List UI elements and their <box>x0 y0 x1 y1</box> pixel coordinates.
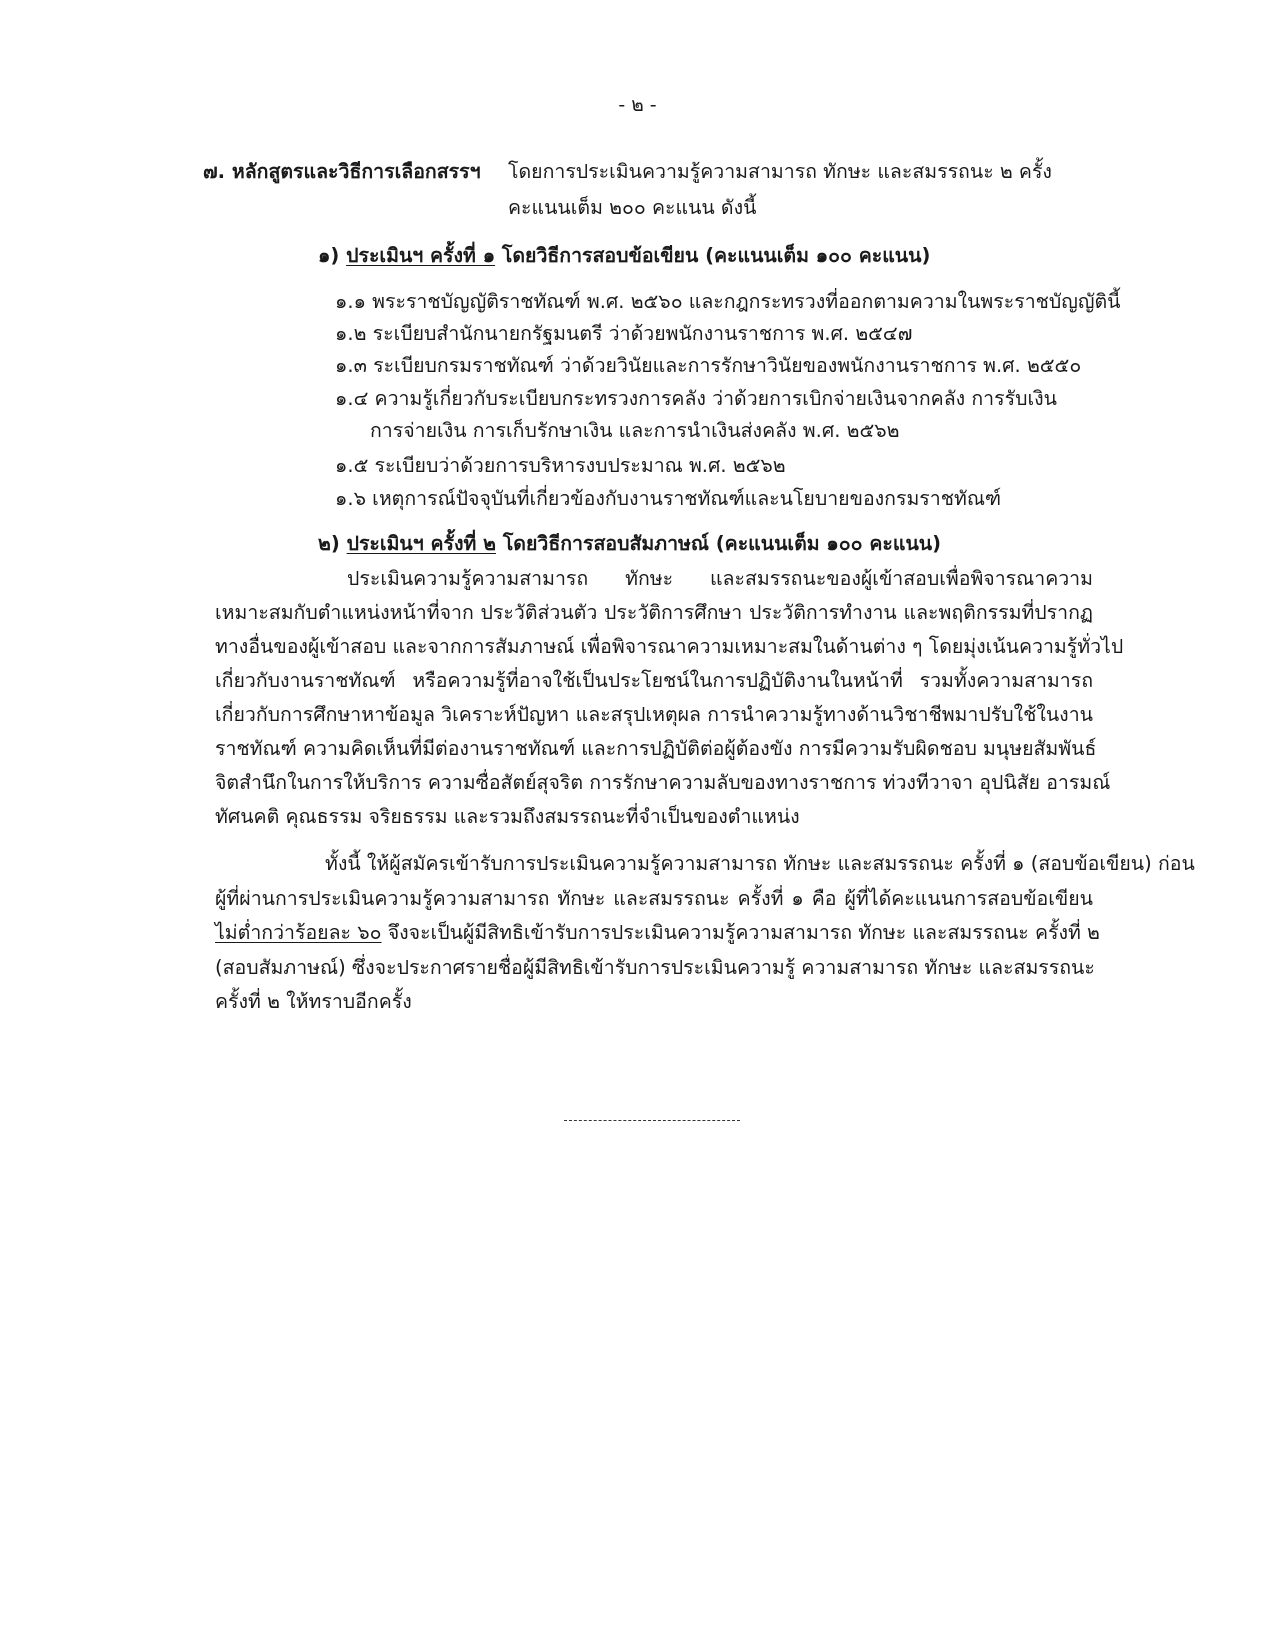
closing-line-5: ครั้งที่ ๒ ให้ทราบอีกครั้ง <box>215 990 412 1013</box>
round-2-para-line-4: เกี่ยวกับงานราชทัณฑ์ หรือความรู้ที่อาจใช้เป็นประโยชน์ในการปฏิบัติงานในหน้าที่ รวมทั้งความสามารถ <box>215 669 1093 692</box>
closing-line-3 <box>215 917 1100 949</box>
page-number: - ๒ - <box>618 94 657 116</box>
round-2-para-line-1: ประเมินความรู้ความสามารถ ทักษะ และสมรรถนะของผู้เข้าสอบเพื่อพิจารณาความ <box>347 567 1093 590</box>
round-2-para-line-2: เหมาะสมกับตำแหน่งหน้าที่จาก ประวัติส่วนตัว ประวัติการศึกษา ประวัติการทำงาน และพฤติกรรมที่ปรากฏ <box>215 601 1093 624</box>
round-2-title-rest: โดยวิธีการสอบสัมภาษณ์ (คะแนนเต็ม ๑๐๐ คะแนน) <box>502 532 942 555</box>
closing-line-1: ทั้งนี้ ให้ผู้สมัครเข้ารับการประเมินความรู้ความสามารถ ทักษะ และสมรรถนะ ครั้งที่ ๑ (สอบข้อเขียน) ก่อน <box>325 852 1195 875</box>
round-1-title-underlined: ประเมินฯ ครั้งที่ ๑ <box>346 244 496 267</box>
round-1-item-4: ๑.๔ ความรู้เกี่ยวกับระเบียบกระทรวงการคลัง ว่าด้วยการเบิกจ่ายเงินจากคลัง การรับเงิน <box>335 387 1057 410</box>
round-1-item-6: ๑.๖ เหตุการณ์ปัจจุบันที่เกี่ยวข้องกับงานราชทัณฑ์และนโยบายของกรมราชทัณฑ์ <box>335 487 1002 510</box>
round-1-item-2: ๑.๒ ระเบียบสำนักนายกรัฐมนตรี ว่าด้วยพนักงานราชการ พ.ศ. ๒๕๔๗ <box>335 322 913 345</box>
round-2-para-line-5: เกี่ยวกับการศึกษาหาข้อมูล วิเคราะห์ปัญหา และสรุปเหตุผล การนำความรู้ทางด้านวิชาชีพมาปรับใช้ในงาน <box>215 703 1093 726</box>
closing-threshold-underlined: ไม่ต่ำกว่าร้อยละ ๖๐ <box>215 921 382 944</box>
closing-line-3-rest: จึงจะเป็นผู้มีสิทธิเข้ารับการประเมินความรู้ความสามารถ ทักษะ และสมรรถนะ ครั้งที่ ๒ <box>381 921 1100 944</box>
round-2-para-line-7: จิตสำนึกในการให้บริการ ความซื่อสัตย์สุจริต การรักษาความลับของทางราชการ ท่วงทีวาจา อุปนิสัย อารมณ์ <box>215 771 1111 794</box>
section-7-intro-line2: คะแนนเต็ม ๒๐๐ คะแนน ดังนี้ <box>508 196 757 219</box>
round-1-item-5: ๑.๕ ระเบียบว่าด้วยการบริหารงบประมาณ พ.ศ. ๒๕๖๒ <box>335 454 786 477</box>
closing-line-4: (สอบสัมภาษณ์) ซึ่งจะประกาศรายชื่อผู้มีสิทธิเข้ารับการประเมินความรู้ ความสามารถ ทักษะ และสมรรถนะ <box>215 956 1095 979</box>
round-1-heading <box>318 240 930 272</box>
round-2-para-line-8: ทัศนคติ คุณธรรม จริยธรรม และรวมถึงสมรรถนะที่จำเป็นของตำแหน่ง <box>215 805 800 828</box>
section-7-intro-line1: โดยการประเมินความรู้ความสามารถ ทักษะ และสมรรถนะ ๒ ครั้ง <box>508 160 1052 183</box>
round-1-title-rest: โดยวิธีการสอบข้อเขียน (คะแนนเต็ม ๑๐๐ คะแนน) <box>501 244 931 267</box>
section-7-line <box>203 156 481 188</box>
round-2-heading <box>318 528 941 560</box>
round-2-para-line-3: ทางอื่นของผู้เข้าสอบ และจากการสัมภาษณ์ เพื่อพิจารณาความเหมาะสมในด้านต่าง ๆ โดยมุ่งเน้นความรู้ทั่วไป <box>215 635 1124 658</box>
round-1-item-3: ๑.๓ ระเบียบกรมราชทัณฑ์ ว่าด้วยวินัยและการรักษาวินัยของพนักงานราชการ พ.ศ. ๒๕๕๐ <box>335 354 1082 377</box>
round-2-para-line-6: ราชทัณฑ์ ความคิดเห็นที่มีต่องานราชทัณฑ์ และการปฏิบัติต่อผู้ต้องขัง การมีความรับผิดชอบ มนุษยสัมพันธ์ <box>215 737 1097 760</box>
round-2-number: ๒) <box>318 532 340 555</box>
round-2-title-underlined: ประเมินฯ ครั้งที่ ๒ <box>346 532 497 555</box>
round-1-number: ๑) <box>318 244 340 267</box>
round-1-item-1: ๑.๑ พระราชบัญญัติราชทัณฑ์ พ.ศ. ๒๕๖๐ และกฎกระทรวงที่ออกตามความในพระราชบัญญัตินี้ <box>335 290 1121 313</box>
round-1-item-4-cont: การจ่ายเงิน การเก็บรักษาเงิน และการนำเงินส่งคลัง พ.ศ. ๒๕๖๒ <box>370 419 900 442</box>
closing-line-2: ผู้ที่ผ่านการประเมินความรู้ความสามารถ ทักษะ และสมรรถนะ ครั้งที่ ๑ คือ ผู้ที่ได้คะแนนการสอบข้อเขียน <box>215 887 1093 910</box>
end-dashed-rule <box>564 1120 740 1121</box>
section-7-heading: ๗. หลักสูตรและวิธีการเลือกสรรฯ <box>203 160 481 183</box>
